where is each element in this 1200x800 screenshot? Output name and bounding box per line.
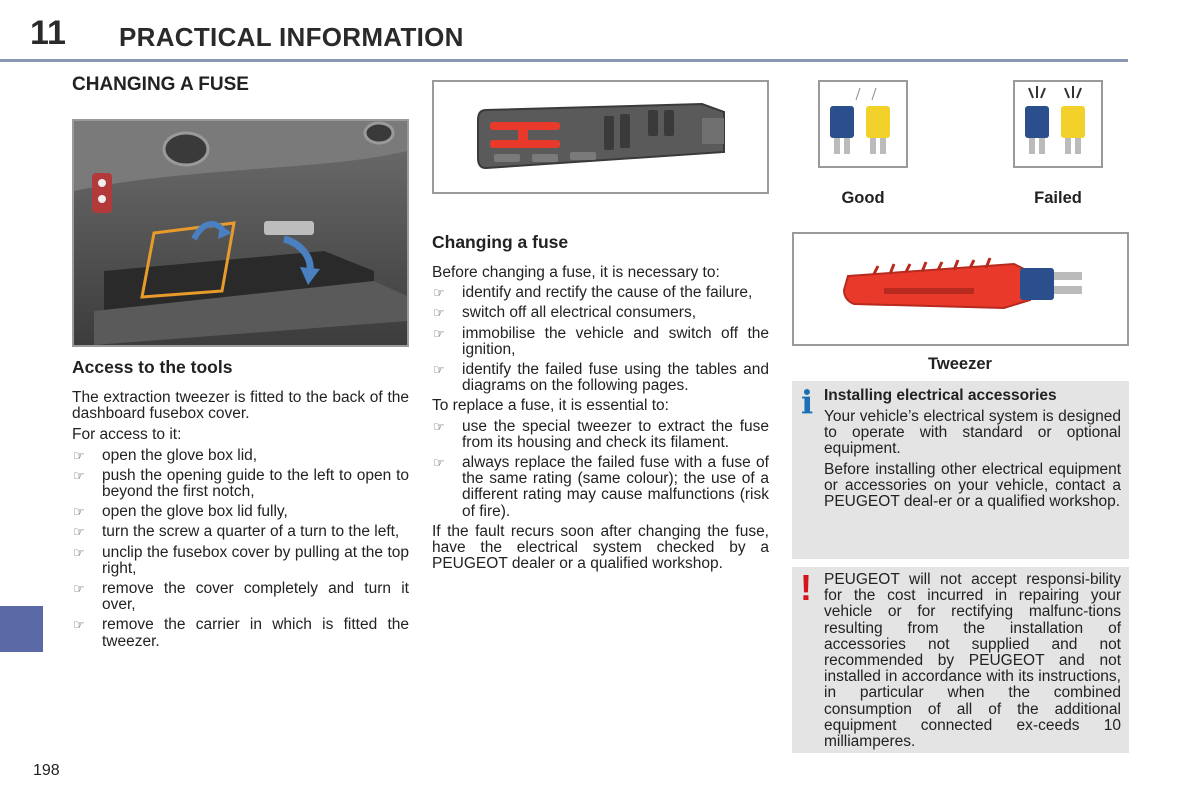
list-item: ☞ identify and rectify the cause of the failure, <box>433 284 753 302</box>
glovebox-illustration <box>74 121 407 345</box>
list-item: ☞ push the opening guide to the left to open to beyond the first notch, <box>73 466 409 501</box>
failed-fuse-illustration <box>1015 82 1101 166</box>
list-item: ☞ open the glove box lid, <box>73 446 258 464</box>
good-fuse-illustration <box>820 82 906 166</box>
fusebox-cover-illustration <box>434 82 767 192</box>
failed-label: Failed <box>1034 189 1082 207</box>
glovebox-photo <box>72 119 409 347</box>
list-item: ☞ remove the carrier in which is fitted the tweezer. <box>73 616 409 650</box>
pointing-hand-icon: ☞ <box>433 455 445 471</box>
access-steps <box>72 448 409 650</box>
pointing-hand-icon: ☞ <box>433 418 445 434</box>
list-item: ☞ identify the failed fuse using the tables and diagrams on the following pages. <box>433 361 769 395</box>
before-steps <box>432 285 769 394</box>
chapter-number: 11 <box>30 14 66 52</box>
changing-fuse-title: Changing a fuse <box>432 232 569 252</box>
good-label: Good <box>841 189 885 207</box>
pointing-hand-icon: ☞ <box>433 305 445 321</box>
before-intro: Before changing a fuse, it is necessary to: <box>432 264 720 281</box>
list-item: ☞ turn the screw a quarter of a turn to the left, <box>73 523 400 541</box>
page-number: 198 <box>33 762 60 779</box>
middle-column <box>432 80 769 572</box>
info-box-para-2: Before installing other electrical equipment or accessories on your vehicle, contact a PEUGEOT deal-er or a qualified workshop. <box>824 460 1121 511</box>
info-box-title: Installing electrical accessories <box>824 387 1057 404</box>
pointing-hand-icon: ☞ <box>73 581 85 597</box>
tweezer-illustration <box>794 234 1127 344</box>
list-item: ☞ always replace the failed fuse with a fuse of the same rating (same colour); the use of a different rating may cause malfunctions (risk of fire). <box>433 454 769 520</box>
good-fuse-image <box>818 80 908 168</box>
pointing-hand-icon: ☞ <box>73 504 85 520</box>
header-rule <box>0 59 1128 62</box>
warning-box <box>792 567 1129 753</box>
pointing-hand-icon: ☞ <box>433 362 445 378</box>
list-item: ☞ use the special tweezer to extract the fuse from its housing and check its filament. <box>433 417 769 451</box>
exclamation-icon: ! <box>800 567 812 608</box>
warning-text: PEUGEOT will not accept responsi-bility for the cost incurred in repairing your vehicle or for rectifying malfunc-tions resulting from the installation of accessories not supplied and not recommended by PEUGEOT and not installed in accordance with its instructions, in particular when the combined consumption of all of the additional equipment connected ex-ceeds 10 milliamperes. <box>824 571 1121 751</box>
tweezer-image <box>792 232 1129 346</box>
pointing-hand-icon: ☞ <box>433 325 445 341</box>
accessories-info-box <box>792 381 1129 559</box>
pointing-hand-icon: ☞ <box>73 617 85 633</box>
section-title: CHANGING A FUSE <box>72 74 249 95</box>
chapter-title: PRACTICAL INFORMATION <box>119 22 464 52</box>
access-title: Access to the tools <box>72 357 233 377</box>
list-item: ☞ immobilise the vehicle and switch off the ignition, <box>433 324 769 358</box>
info-icon: i <box>801 383 814 421</box>
failed-fuse-image <box>1013 80 1103 168</box>
list-item: ☞ unclip the fusebox cover by pulling at the top right, <box>73 543 409 577</box>
tweezer-label: Tweezer <box>928 355 992 373</box>
pointing-hand-icon: ☞ <box>73 524 85 540</box>
list-item: ☞ remove the cover completely and turn it over, <box>73 580 409 614</box>
list-item: ☞ switch off all electrical consumers, <box>433 304 697 322</box>
left-column <box>72 74 409 650</box>
replace-intro: To replace a fuse, it is essential to: <box>432 397 669 415</box>
pointing-hand-icon: ☞ <box>73 544 85 560</box>
fusebox-cover-image <box>432 80 769 194</box>
chapter-side-tab <box>0 606 43 652</box>
access-description: The extraction tweezer is fitted to the back of the dashboard fusebox cover. <box>72 389 409 423</box>
access-intro: For access to it: <box>72 426 182 444</box>
pointing-hand-icon: ☞ <box>73 447 85 463</box>
replace-steps <box>432 419 769 520</box>
pointing-hand-icon: ☞ <box>433 285 445 301</box>
closing-text: If the fault recurs soon after changing the fuse, have the electrical system checked by a PEUGEOT dealer or a qualified workshop. <box>432 522 769 573</box>
list-item: ☞ open the glove box lid fully, <box>73 503 288 521</box>
info-box-para-1: Your vehicle’s electrical system is designed to operate with standard or optional equipment. <box>824 408 1121 458</box>
pointing-hand-icon: ☞ <box>73 467 85 483</box>
